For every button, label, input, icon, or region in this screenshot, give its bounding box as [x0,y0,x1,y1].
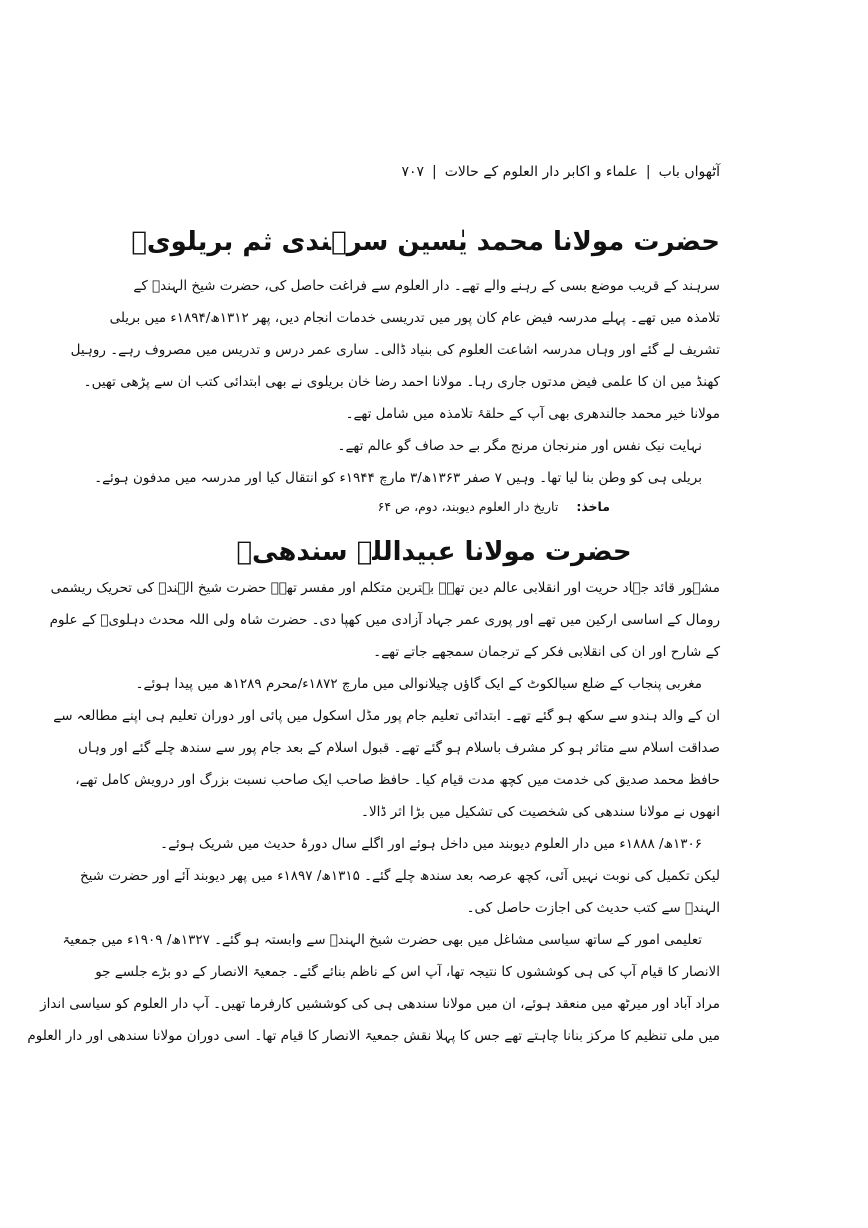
section-body-yasin [70,270,720,520]
body-line: سرہند کے قریب موضع بسی کے رہنے والے تھے۔ دار العلوم سے فراغت حاصل کی، حضرت شیخ الہندؒ کے [133,278,720,294]
body-line: کے شارح اور ان کی انقلابی فکر کے ترجمان سمجھے جاتے تھے۔ [373,644,720,660]
body-line: تشریف لے گئے اور وہاں مدرسہ اشاعت العلوم کی بنیاد ڈالی۔ ساری عمر درس و تدریس میں مصروف رہے۔ روہیل [70,342,720,358]
body-line: صداقت اسلام سے متاثر ہو کر مشرف باسلام ہو گئے تھے۔ قبول اسلام کے بعد جام پور سے سندھ چلے گئے اور وہاں [78,740,720,756]
page-number: ۷۰۷ [401,164,424,180]
section-body-sindhi [27,572,720,1052]
body-line: الانصار کا قیام آپ کی ہی کوششوں کا نتیجہ تھا، آپ اس کے ناظم بنائے گئے۔ جمعیۃ الانصار کے دو بڑے جلسے جو [95,964,720,980]
body-line: الہندؒ سے کتب حدیث کی اجازت حاصل کی۔ [466,900,720,916]
body-line: تلامذہ میں تھے۔ پہلے مدرسہ فیض عام کان پور میں تدریسی خدمات انجام دیں، پھر ۱۳۱۲ھ/۱۸۹۴ء میں بریلی [109,310,720,326]
source-citation [148,494,720,520]
body-line: مولانا خیر محمد جالندھری بھی آپ کے حلقۂ تلامذہ میں شامل تھے۔ [345,406,720,422]
separator: | [432,164,437,180]
body-line: انھوں نے مولانا سندھی کی شخصیت کی تشکیل میں بڑا اثر ڈالا۔ [361,804,720,820]
body-line: ان کے والد ہندو سے سکھ ہو گئے تھے۔ ابتدائی تعلیم جام پور مڈل اسکول میں پائی اور دوران تعلیم ہی اپنے مطالعہ سے [53,708,720,724]
body-line: کھنڈ میں ان کا علمی فیض مدتوں جاری رہا۔ مولانا احمد رضا خان بریلوی نے بھی ابتدائی کتب ان سے پڑھی تھیں۔ [83,374,720,390]
running-head [148,160,720,184]
separator: | [645,164,651,180]
chapter-label: آٹھواں باب [658,164,720,180]
body-line: ۱۳۰۶ھ/ ۱۸۸۸ء میں دار العلوم دیوبند میں داخل ہوئے اور اگلے سال دورۂ حدیث میں شریک ہوئے۔ [160,836,702,852]
chapter-title: علماء و اکابر دار العلوم کے حالات [444,164,638,180]
body-line: رومال کے اساسی ارکین میں تھے اور پوری عمر جہاد آزادی میں کھپا دی۔ حضرت شاہ ولی اللہ محدث دہلویؒ کے علوم [49,612,720,628]
body-line: لیکن تکمیل کی نوبت نہیں آئی، کچھ عرصہ بعد سندھ چلے گئے۔ ۱۳۱۵ھ/ ۱۸۹۷ء میں پھر دیوبند آئے اور حضرت شیخ [79,868,720,884]
body-line: میں ملی تنظیم کا مرکز بنانا چاہتے تھے جس کا پہلا نقش جمعیۃ الانصار کا قیام تھا۔ اسی دوران مولانا سندھی اور دار العلوم [27,1028,720,1044]
body-line: حافظ محمد صدیق کی خدمت میں کچھ مدت قیام کیا۔ حافظ صاحب ایک صاحب نسبت بزرگ اور درویش کامل تھے، [75,772,720,788]
source-text: تاریخ دار العلوم دیوبند، دوم، ص ۶۴ [377,499,559,514]
source-label: ماخذ: [576,499,610,514]
section-heading-sindhi: حضرت مولانا عبیداللہ سندھیؒ [236,537,632,567]
body-line: بریلی ہی کو وطن بنا لیا تھا۔ وہیں ۷ صفر ۱۳۶۳ھ/۳ مارچ ۱۹۴۴ء کو انتقال کیا اور مدرسہ میں مدفون ہوئے۔ [94,470,702,486]
body-line: تعلیمی امور کے ساتھ سیاسی مشاغل میں بھی حضرت شیخ الہندؒ سے وابستہ ہو گئے۔ ۱۳۲۷ھ/ ۱۹۰۹ء میں جمعیۃ [62,932,702,948]
body-line: مراد آباد اور میرٹھ میں منعقد ہوئے، ان میں مولانا سندھی ہی کی کوششیں کارفرما تھیں۔ آپ دار العلوم کو سیاسی انداز [40,996,720,1012]
section-heading-yasin: حضرت مولانا محمد یٰسین سرہندی ثم بریلویؒ [131,227,720,257]
body-line: نہایت نیک نفس اور منرنجان مرنج مگر بے حد صاف گو عالم تھے۔ [337,438,702,454]
body-line: مشہور قائد جہاد حریت اور انقلابی عالم دین تھے۔ بہترین متکلم اور مفسر تھے۔ حضرت شیخ الہندؒ کی تحریک ریشمی [50,580,720,596]
body-line: مغربی پنجاب کے ضلع سیالکوٹ کے ایک گاؤں چیلانوالی میں مارچ ۱۸۷۲ء/محرم ۱۲۸۹ھ میں پیدا ہوئے۔ [135,676,702,692]
